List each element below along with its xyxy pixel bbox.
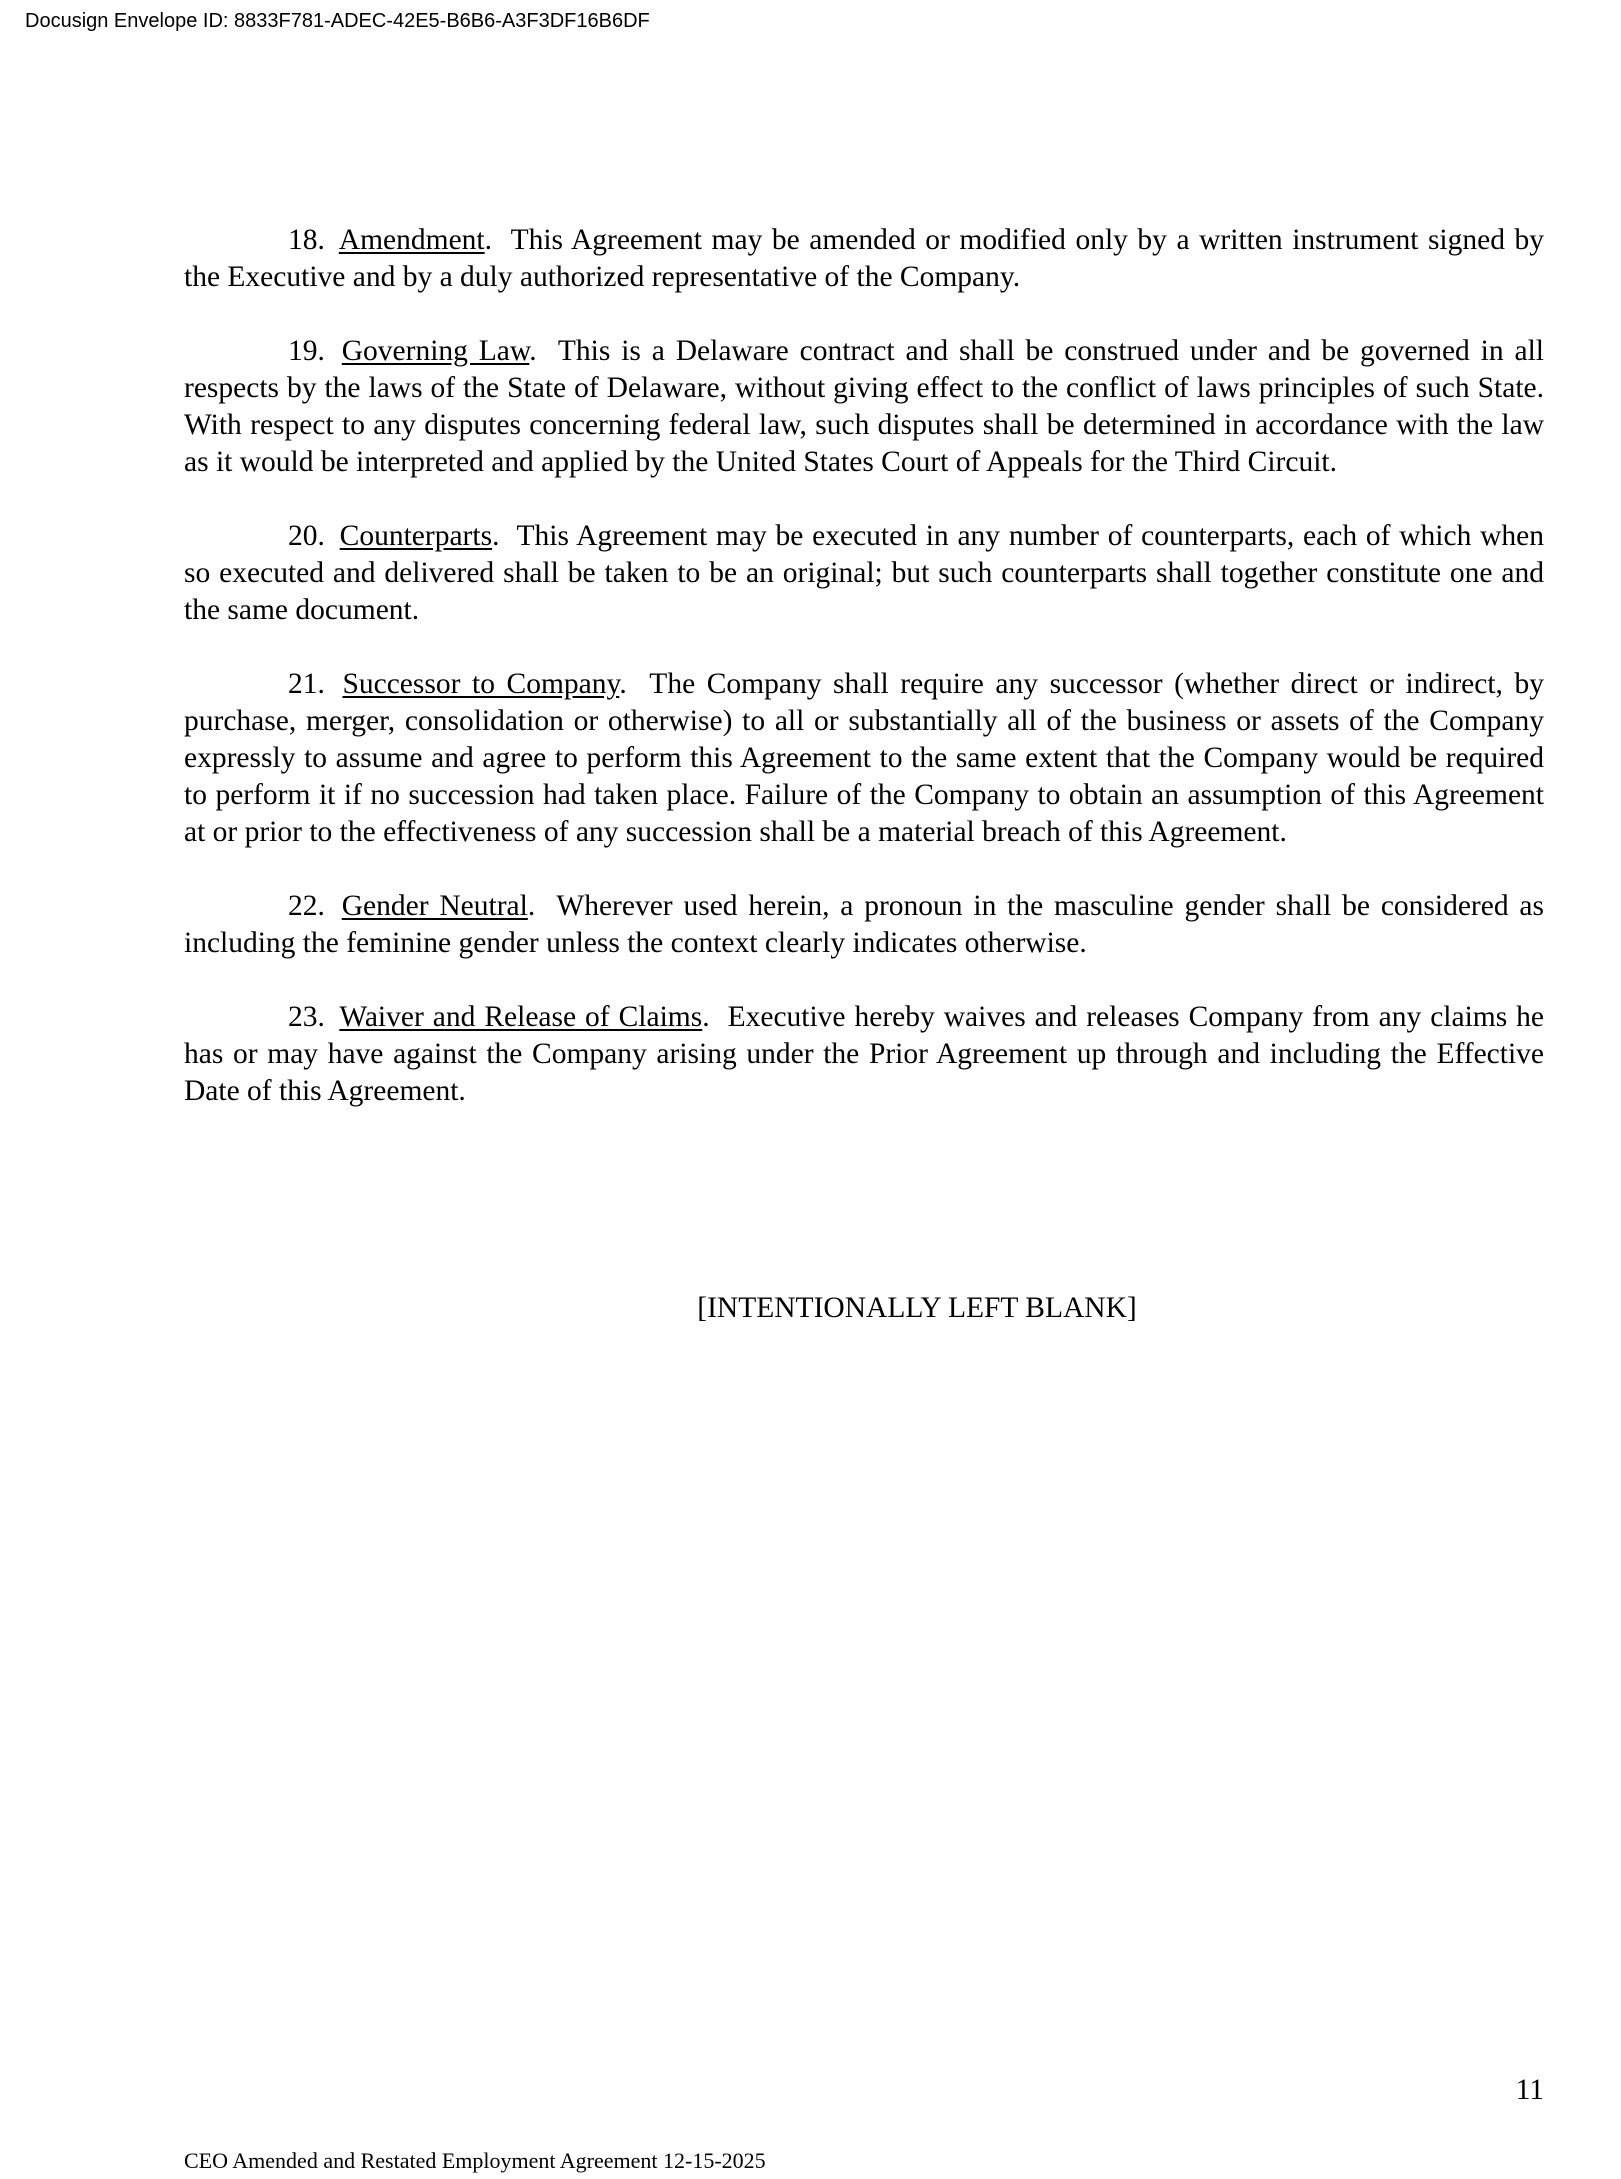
section-text: This is a Delaware contract and shall be construed under and be governed in all respects by the laws of the State of Delaware, without giving effect to the conflict of laws principles of such State. With respect to any disputes concerning federal law, such disputes shall be determined in accordance with the law as it would be interpreted and applied by the United States Court of Appeals for the Third Circuit. bbox=[184, 335, 1544, 478]
section-23: 23. Waiver and Release of Claims. Executive hereby waives and releases Company from any claims he has or may have against the Company arising under the Prior Agreement up through and including the Effective Date of this Agreement. bbox=[184, 1001, 1545, 1107]
section-text: This Agreement may be executed in any number of counterparts, each of which when so executed and delivered shall be taken to be an original; but such counterparts shall together constitute one and the same document. bbox=[184, 520, 1545, 626]
page-number: 11 bbox=[1515, 2074, 1544, 2106]
section-text: Wherever used herein, a pronoun in the masculine gender shall be considered as including the feminine gender unless the context clearly indicates otherwise. bbox=[184, 890, 1545, 959]
agreement-body bbox=[184, 222, 1544, 1147]
section-18: 18. Amendment. This Agreement may be amended or modified only by a written instrument signed by the Executive and by a duly authorized representative of the Company. bbox=[184, 224, 1545, 293]
section-number: 22. bbox=[288, 890, 325, 922]
section-heading: Waiver and Release of Claims bbox=[339, 1001, 703, 1033]
section-number: 21. bbox=[288, 668, 325, 700]
section-number: 18. bbox=[288, 224, 325, 256]
section-heading: Governing Law bbox=[341, 335, 530, 367]
section-number: 23. bbox=[288, 1001, 325, 1033]
section-text: Executive hereby waives and releases Company from any claims he has or may have against the Company arising under the Prior Agreement up through and including the Effective Date of this Agreement. bbox=[184, 1001, 1545, 1107]
envelope-id: Docusign Envelope ID: 8833F781-ADEC-42E5-B6B6-A3F3DF16B6DF bbox=[25, 10, 650, 32]
section-heading: Counterparts bbox=[339, 520, 493, 552]
section-21: 21. Successor to Company. The Company shall require any successor (whether direct or indirect, by purchase, merger, consolidation or otherwise) to all or substantially all of the business or assets of the Company expressly to assume and agree to perform this Agreement to the same extent that the Company would be required to perform it if no succession had taken place. Failure of the Company to obtain an assumption of this Agreement at or prior to the effectiveness of any succession shall be a material breach of this Agreement. bbox=[184, 668, 1545, 848]
section-text: The Company shall require any successor (whether direct or indirect, by purchase, merger, consolidation or otherwise) to all or substantially all of the business or assets of the Company expressly to assume and agree to perform this Agreement to the same extent that the Company would be required to perform it if no succession had taken place. Failure of the Company to obtain an assumption of this Agreement at or prior to the effectiveness of any succession shall be a material breach of this Agreement. bbox=[184, 668, 1545, 848]
section-19: 19. Governing Law. This is a Delaware contract and shall be construed under and be governed in all respects by the laws of the State of Delaware, without giving effect to the conflict of laws principles of such State. With respect to any disputes concerning federal law, such disputes shall be determined in accordance with the law as it would be interpreted and applied by the United States Court of Appeals for the Third Circuit. bbox=[184, 335, 1544, 478]
section-heading: Successor to Company bbox=[342, 668, 620, 700]
section-text: This Agreement may be amended or modified only by a written instrument signed by the Executive and by a duly authorized representative of the Company. bbox=[184, 224, 1545, 293]
section-22: 22. Gender Neutral. Wherever used herein, a pronoun in the masculine gender shall be considered as including the feminine gender unless the context clearly indicates otherwise. bbox=[184, 890, 1545, 959]
section-number: 19. bbox=[288, 335, 325, 367]
section-heading: Amendment bbox=[338, 224, 485, 256]
footer-document-title: CEO Amended and Restated Employment Agreement 12-15-2025 bbox=[184, 2148, 766, 2173]
intentionally-left-blank: [INTENTIONALLY LEFT BLANK] bbox=[697, 1292, 1137, 1324]
section-heading: Gender Neutral bbox=[341, 890, 528, 922]
section-20: 20. Counterparts. This Agreement may be executed in any number of counterparts, each of which when so executed and delivered shall be taken to be an original; but such counterparts shall together constitute one and the same document. bbox=[184, 520, 1545, 626]
section-number: 20. bbox=[288, 520, 325, 552]
